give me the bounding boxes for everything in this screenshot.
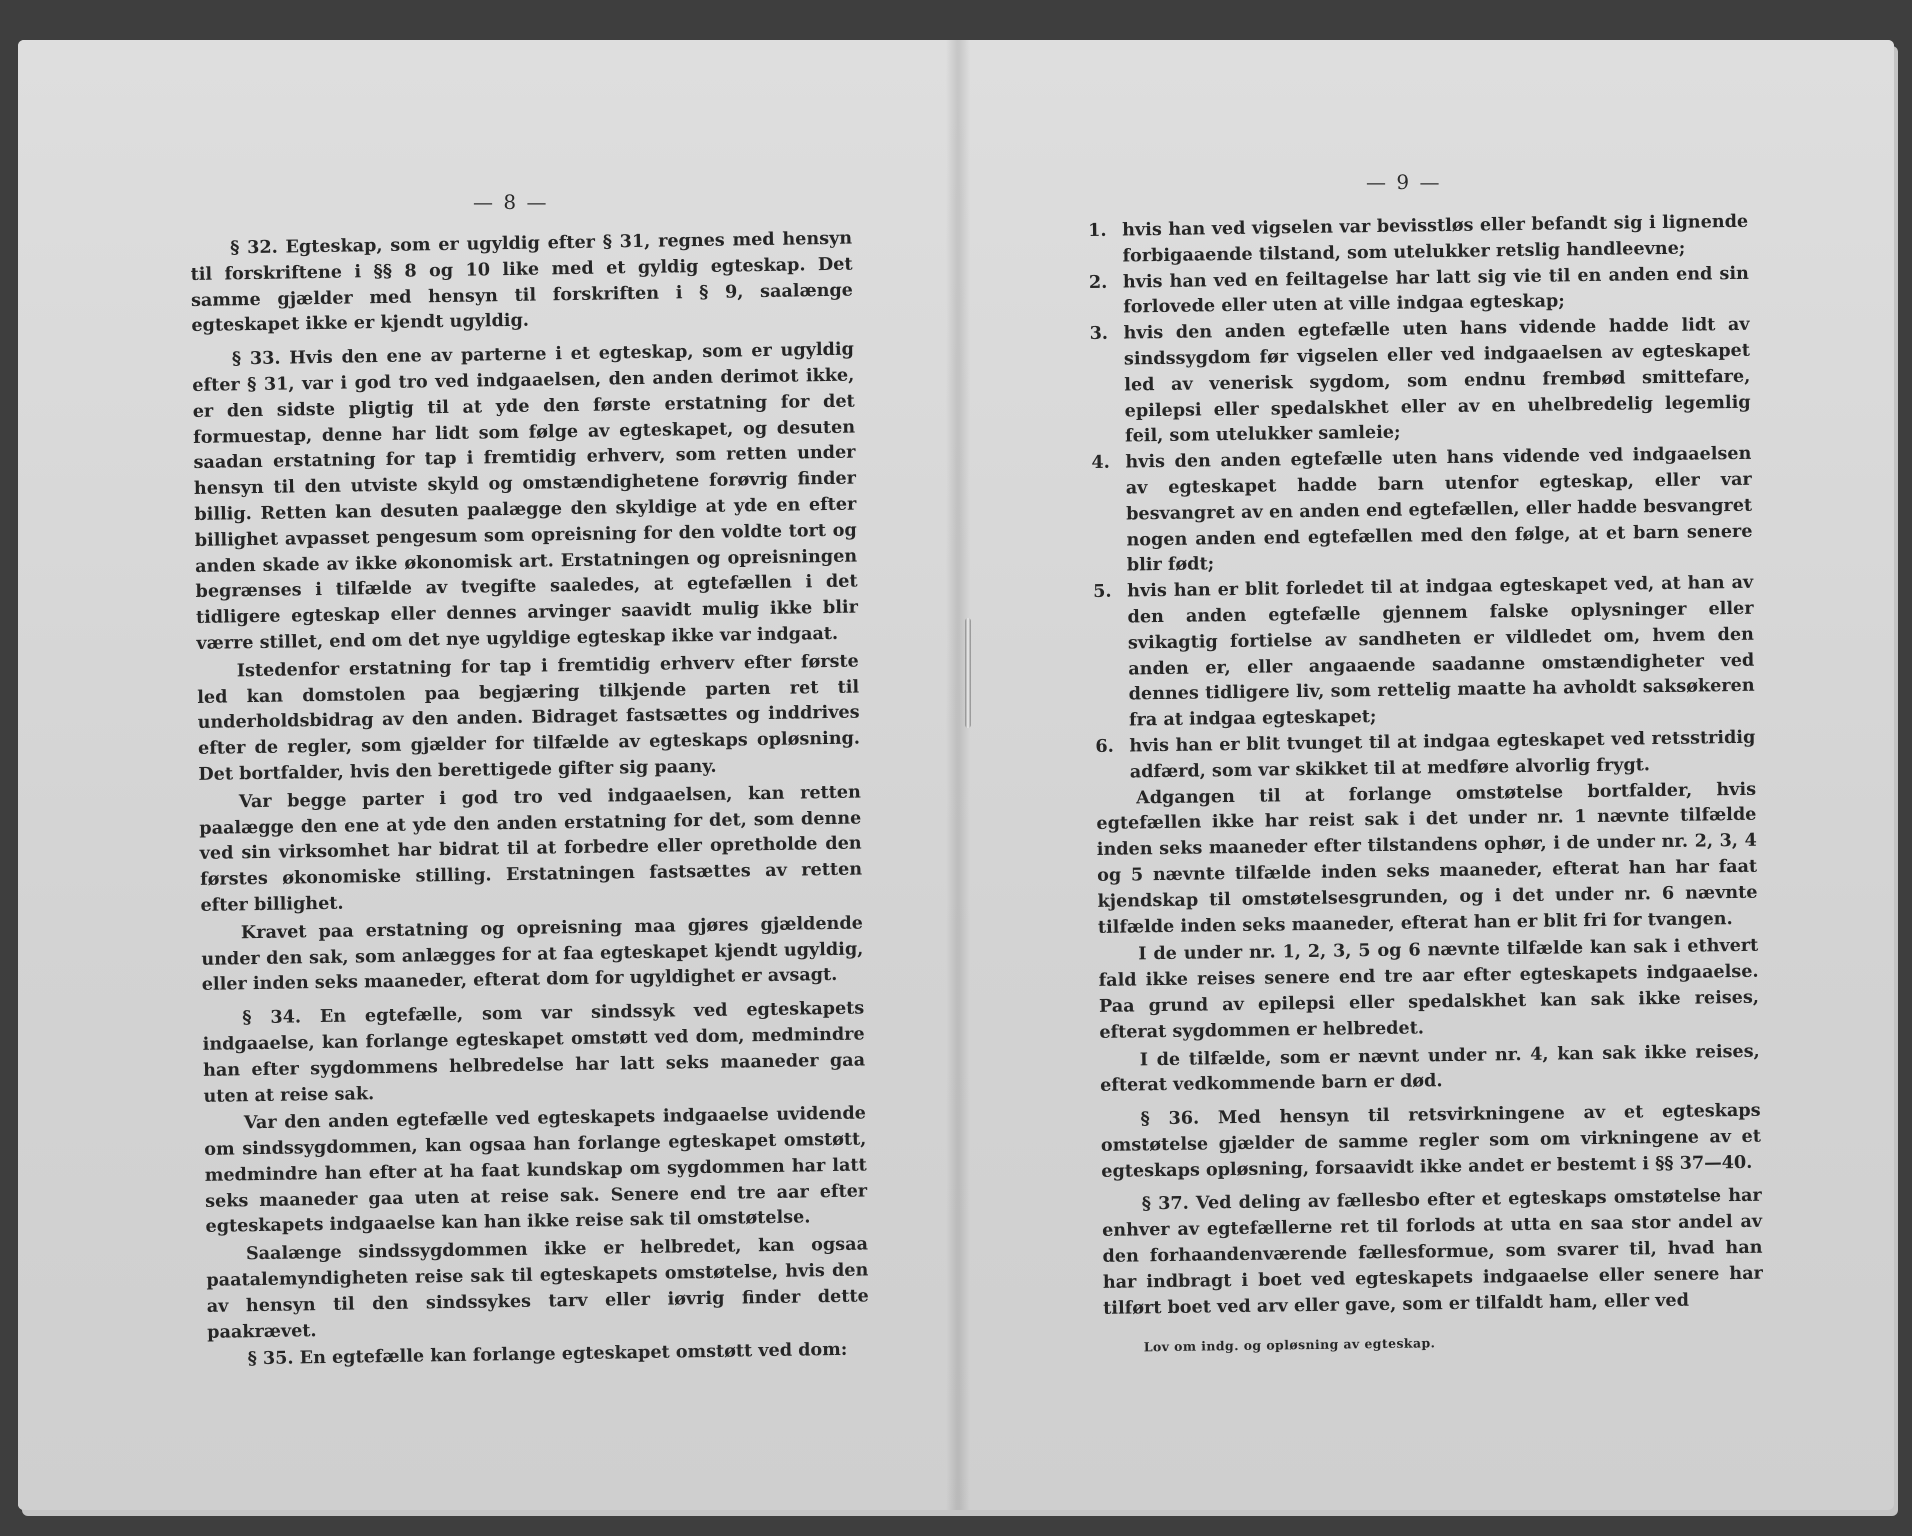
open-booklet-spread	[18, 40, 1894, 1510]
list-item-text: hvis den anden egtefælle uten hans vidende ved indgaaelsen av egteskapet hadde barn utenfor egteskap, eller var besvangret av en anden end egtefællen, eller hadde besvangret nogen anden end egtefællen med den følge, at et barn senere blir født;	[1125, 442, 1753, 576]
list-item-number: 4.	[1091, 451, 1110, 474]
list-item	[1093, 570, 1755, 734]
paragraph-sec-33: § 33. Hvis den ene av parterne i et egteskap, som er ugyldig efter § 31, var i god tro ved indgaaelsen, den anden derimot ikke, er den sidste pligtig til at yde den første erstatning for det formuestap, denne har lidt som følge av egteskapet, og desuten saadan erstatning for tap i fremtidig erhverv, som retten under hensyn til den utviste skyld og omstændighetene forøvrig finder billig. Retten kan desuten paalægge den skyldige at yde en efter billighet avpasset pengesum som opreisning for den voldte tort og anden skade av ikke økonomisk art. Erstatningen og opreisningen begrænses i tilfælde av tvegifte saaledes, at egtefællen i det tidligere egteskap eller dennes arvinger saavidt mulig ikke blir værre stillet, end om det nye ugyldige egteskap ikke var indgaat.	[192, 338, 859, 654]
list-item-number: 3.	[1089, 322, 1109, 345]
list-item-text: hvis han ved vigselen var bevisstløs eller befandt sig i lignende forbigaaende tilstand, som utelukker retslig handleevne;	[1122, 210, 1749, 267]
list-item-number: 2.	[1088, 271, 1108, 293]
paragraph: Var den anden egtefælle ved egteskapets indgaaelse uvidende om sindssygdommen, kan ogsaa han forlange egteskapet omstøtt, medmindre han efter at ha faat kundskap om sygdommen har latt seks maaneder gaa uten at reise sak. Senere end tre aar efter egteskapets indgaaelse kan han ikke reise sak til omstøtelse.	[204, 1102, 868, 1238]
paragraph: Adgangen til at forlange omstøtelse bortfalder, hvis egtefællen ikke har reist sak i det under nr. 1 nævnte tilfælde inden seks maaneder efter tilstandens ophør, i de under nr. 2, 3, 4 og 5 nævnte tilfælde inden seks maaneder, efterat han har faat kjendskap til omstøtelsesgrunden, og i det under nr. 6 nævnte tilfælde inden seks maaneder, efterat han er blit fri for tvangen.	[1096, 778, 1758, 938]
book-gutter	[946, 40, 970, 1510]
page-number-left: — 8 —	[473, 190, 549, 214]
paragraph-sec-32: § 32. Egteskap, som er ugyldig efter § 31, regnes med hensyn til forskriftene i §§ 8 og 10 like med et gyldig egteskap. Det samme gjælder med hensyn til forskriften i § 9, saalænge egteskapet ikke er kjendt ugyldig.	[190, 227, 854, 337]
list-item-text: hvis han ved en feiltagelse har latt sig vie til en anden end sin forlovede eller uten at ville indgaa egteskap;	[1122, 262, 1749, 318]
paragraph: I de under nr. 1, 2, 3, 5 og 6 nævnte tilfælde kan sak i ethvert fald ikke reises senere end tre aar efter egteskapets indgaaelse. Paa grund av epilepsi eller spedalskhet kan sak ikke reises, efterat sygdommen er helbredet.	[1098, 935, 1760, 1043]
paragraph: I de tilfælde, som er nævnt under nr. 4, kan sak ikke reises, efterat vedkommende barn er død.	[1099, 1040, 1760, 1097]
paragraph: Istedenfor erstatning for tap i fremtidig erhverv efter første led kan domstolen paa begjæring tilkjende parten ret til underholdsbidrag av den anden. Bidraget fastsættes og inddrives efter de regler, som gjælder for tilfælde av egteskaps opløsning. Det bortfalder, hvis den berettigede gifter sig paany.	[197, 650, 861, 785]
right-text-column	[1088, 209, 1764, 1361]
list-item-number: 1.	[1088, 219, 1107, 241]
list-item-text: hvis han er blit tvunget til at indgaa egteskapet ved retsstridig adfærd, som var skikket til at medføre alvorlig frygt.	[1129, 726, 1756, 783]
paragraph-sec-36: § 36. Med hensyn til retsvirkningene av et egteskaps omstøtelse gjælder de samme regler som om virkningene av et egteskaps opløsning, forsaavidt ikke andet er bestemt i §§ 37—40.	[1100, 1099, 1762, 1182]
list-item	[1095, 725, 1756, 786]
list-item-number: 5.	[1093, 580, 1112, 603]
left-text-column	[190, 226, 870, 1376]
paragraph: Var begge parter i god tro ved indgaaelsen, kan retten paalægge den ene at yde den anden erstatning for det, som denne ved sin virksomhet har bidrat til at forbedre eller opretholde den førstes økonomiske stilling. Erstatningen fastsættes av retten efter billighet.	[199, 781, 863, 916]
paragraph-sec-34: § 34. En egtefælle, som var sindssyk ved egteskapets indgaaelse, kan forlange egteskapet omstøtt ved dom, medmindre han efter sygdommens helbredelse har latt seks maaneder gaa uten at reise sak.	[202, 997, 866, 1107]
list-item	[1091, 441, 1753, 579]
list-item	[1089, 260, 1750, 321]
running-footer: Lov om indg. og opløsning av egteskap.	[1143, 1335, 1436, 1355]
list-item-number: 6.	[1095, 735, 1114, 757]
paragraph-sec-37: § 37. Ved deling av fællesbo efter et egteskaps omstøtelse har enhver av egtefællerne ret til forlods at utta en saa stor andel av den forhaandenværende fællesformue, som svarer til, hvad han har indbragt i boet ved egteskapets indgaaelse eller senere har tilført boet ved arv eller gave, som er tilfaldt ham, eller ved	[1101, 1185, 1763, 1319]
page-number-right: — 9 —	[1366, 170, 1442, 194]
list-item-text: hvis den anden egtefælle uten hans vidende hadde lidt av sindssygdom før vigselen eller ved indgaaelsen av egteskapet led av venerisk sygdom, som endnu frembød smittefare, epilepsi eller spedalskhet eller av en uhelbredelig legemlig feil, som utelukker samleie;	[1123, 313, 1751, 447]
paragraph: Kravet paa erstatning og opreisning maa gjøres gjældende under den sak, som anlægges for at faa egteskapet kjendt ugyldig, eller inden seks maaneder, efterat dom for ugyldighet er avsagt.	[201, 912, 864, 996]
list-item-text: hvis han er blit forledet til at indgaa egteskapet ved, at han av den anden egtefælle gjennem falske oplysninger eller svikagtig fortielse av sandheten er vildledet om, hvem den anden er, eller angaaende saadanne omstændigheter ved dennes tidligere liv, som rettelig maatte ha avholdt saksøkeren fra at indgaa egteskapet;	[1127, 571, 1755, 731]
paragraph: Saalænge sindssygdommen ikke er helbredet, kan ogsaa paatalemyndigheten reise sak til egteskapets omstøtelse, hvis den av hensyn til den sindssykes tarv eller iøvrig finder dette paakrævet.	[206, 1233, 869, 1343]
list-item	[1088, 209, 1749, 270]
paragraph-sec-35: § 35. En egtefælle kan forlange egteskapet omstøtt ved dom:	[247, 1339, 848, 1370]
list-item	[1089, 312, 1751, 450]
staple	[965, 618, 971, 728]
